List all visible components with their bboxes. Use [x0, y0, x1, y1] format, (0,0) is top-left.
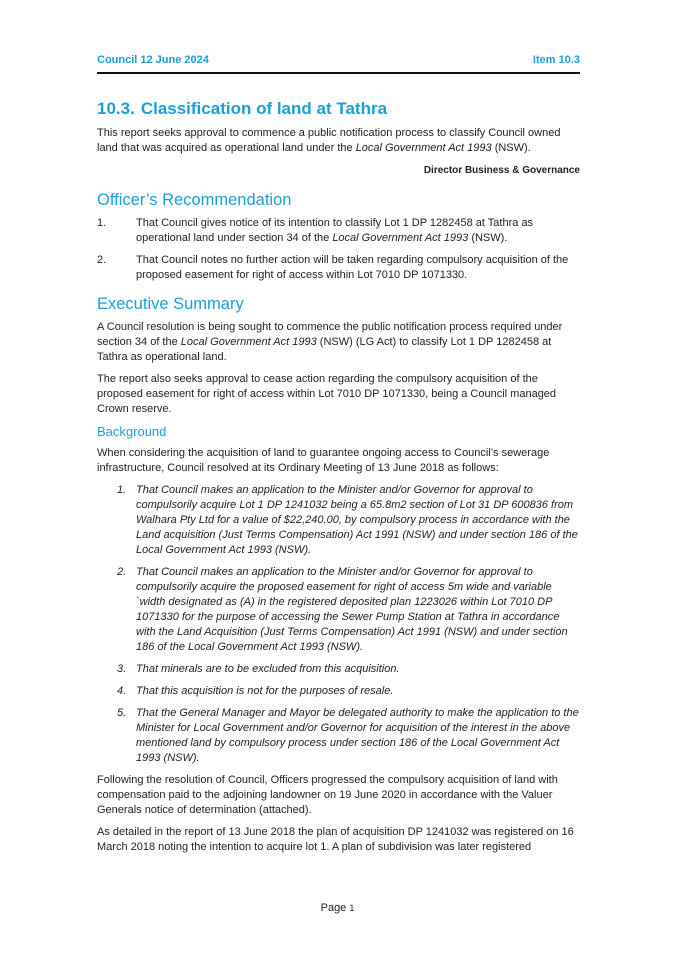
page-footer [0, 902, 675, 914]
recommendation-item: 2. That Council notes no further action will be taken regarding compulsory acquisition of the proposed easement for right of access within Lot 7010 DP 1071330. [97, 254, 569, 281]
background-intro: When considering the acquisition of land to guarantee ongoing access to Council’s sewerage infrastructure, Council resolved at its Ordinary Meeting of 13 June 2018 as follows: [97, 447, 550, 474]
page-header [97, 54, 580, 70]
resolution-item: 3. That minerals are to be excluded from this acquisition. [117, 663, 400, 675]
header-divider [97, 72, 580, 74]
report-title-text: Classification of land at Tathra [140, 99, 388, 118]
intro-paragraph: This report seeks approval to commence a public notification process to classify Council owned land that was acquired as operational land under the Local Government Act 1993 (NSW). [97, 127, 561, 154]
report-title [97, 98, 580, 120]
summary-paragraph: The report also seeks approval to cease action regarding the compulsory acquisition of the proposed easement for right of access within Lot 7010 DP 1071330, being a Council managed Crown reserve. [97, 373, 557, 415]
background-paragraph: As detailed in the report of 13 June 2018 the plan of acquisition DP 1241032 was registered on 16 March 2018 noting the intention to acquire lot 1. A plan of subdivision was later registered [97, 826, 574, 853]
recommendation-item: 1. That Council gives notice of its intention to classify Lot 1 DP 1282458 at Tathra as operational land under section 34 of the Local Government Act 1993 (NSW). [97, 217, 534, 244]
page-label: Page [320, 902, 347, 914]
item-number: Item 10.3 [532, 54, 580, 66]
background-heading: Background [97, 424, 167, 439]
recommendation-list [97, 216, 580, 283]
resolution-item: 1. That Council makes an application to the Minister and/or Governor for approval to compulsorily acquire Lot 1 DP 1241032 being a 65.8m2 section of Lot 31 DP 600836 from Walhara Pty Ltd for a value of $22,240.00, by compulsory process in accordance with the Land acquisition (Just Terms Compensation) Act 1991 (NSW) and under section 186 of the Local Government Act 1993 (NSW). [117, 484, 578, 556]
summary-paragraph: A Council resolution is being sought to commence the public notification process required under section 34 of the Local Government Act 1993 (NSW) (LG Act) to classify Lot 1 DP 1282458 at Tathra as operational land. [97, 321, 563, 363]
page-number: 1 [349, 903, 355, 913]
resolution-item: 5. That the General Manager and Mayor be delegated authority to make the application to the Minister for Local Government and/or Governor for acquisition of the interest in the above mentioned land by compulsory process under section 186 of the Local Government Act 1993 (NSW). [117, 707, 579, 764]
report-body [97, 98, 580, 862]
resolution-item: 2. That Council makes an application to the Minister and/or Governor for approval to compulsorily acquire the proposed easement for right of access 5m wide and variable `width designated as (A) in the registered deposited plan 1223026 within Lot 7010 DP 1071330 for the purpose of accessing the Sewer Pump Station at Tathra in accordance with the Land Acquisition (Just Terms Compensation) Act 1991 (NSW) and under section 186 of the Local Government Act 1993 (NSW). [117, 566, 568, 653]
resolution-item: 4. That this acquisition is not for the purposes of resale. [117, 685, 394, 697]
director-name: Director Business & Governance [423, 165, 580, 176]
resolution-list [97, 483, 580, 766]
executive-summary-heading: Executive Summary [97, 295, 244, 313]
meeting-date: Council 12 June 2024 [97, 54, 209, 66]
recommendation-heading: Officer’s Recommendation [97, 191, 292, 209]
background-paragraph: Following the resolution of Council, Officers progressed the compulsory acquisition of land with compensation paid to the adjoining landowner on 19 June 2020 in accordance with the Valuer Generals notice of determination (attached). [97, 774, 558, 816]
report-title-number: 10.3. [97, 99, 135, 118]
